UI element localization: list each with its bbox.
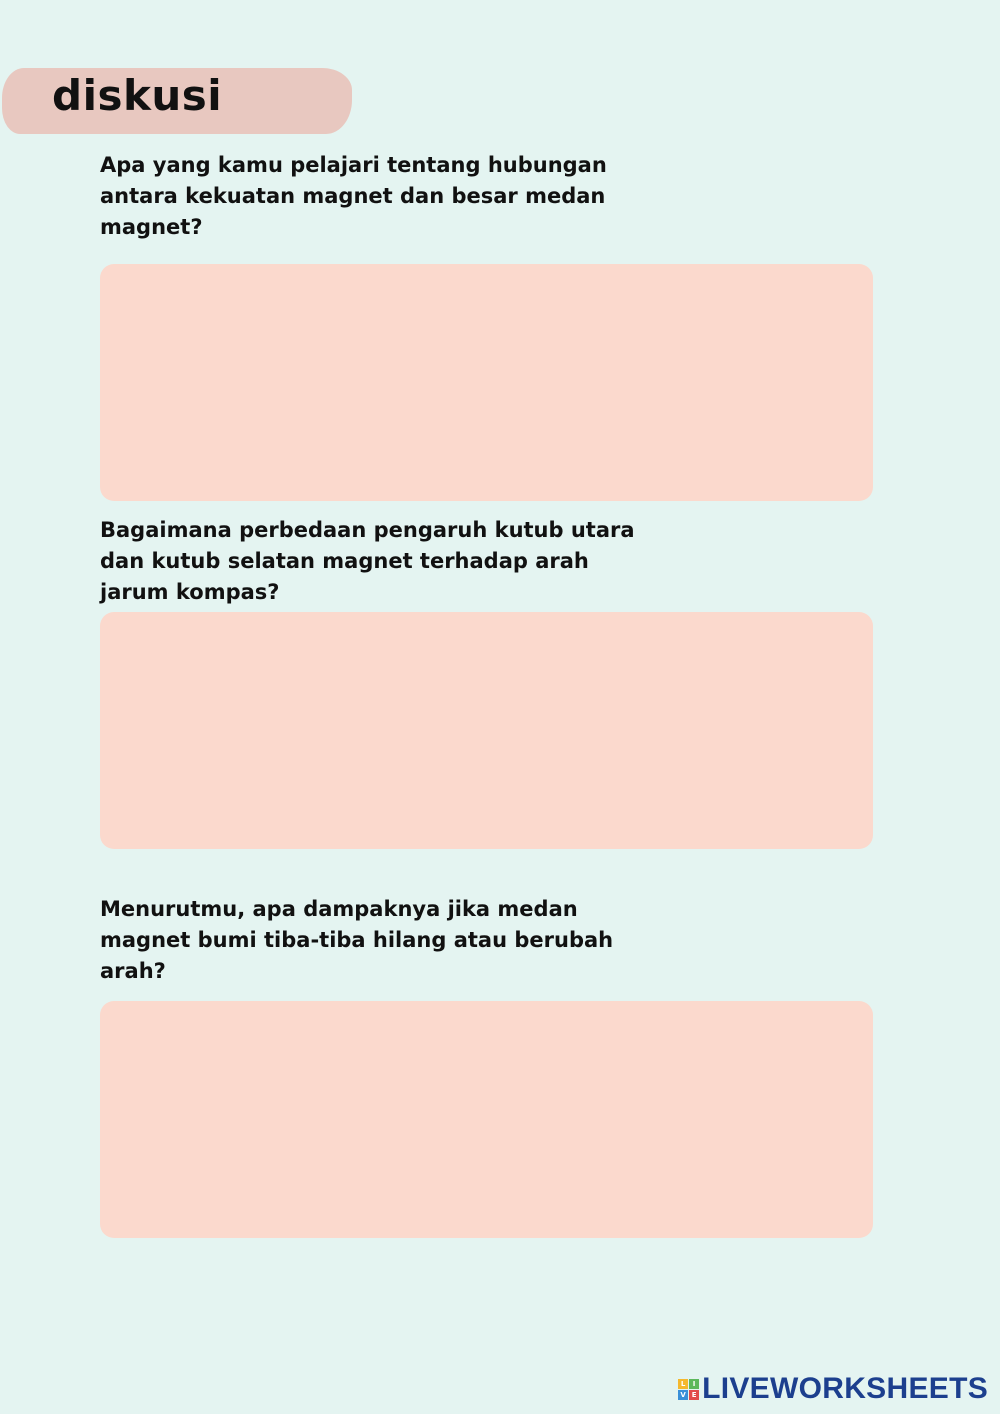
page-title: diskusi — [52, 71, 223, 120]
logo-letter-e: E — [689, 1390, 699, 1400]
brand-text: LIVEWORKSHEETS — [702, 1372, 988, 1405]
question-3-text: Menurutmu, apa dampaknya jika medan magnet bumi tiba-tiba hilang atau berubah arah? — [100, 897, 614, 983]
logo-letter-i: I — [689, 1379, 699, 1389]
answer-box-2[interactable] — [100, 612, 873, 849]
question-2-text: Bagaimana perbedaan pengaruh kutub utara dan kutub selatan magnet terhadap arah jarum kompas? — [100, 518, 635, 604]
liveworksheets-logo-icon — [678, 1379, 699, 1400]
logo-letter-v: V — [678, 1390, 688, 1400]
answer-box-1[interactable] — [100, 264, 873, 501]
question-1-text: Apa yang kamu pelajari tentang hubungan antara kekuatan magnet dan besar medan magnet? — [100, 153, 607, 239]
answer-box-3[interactable] — [100, 1001, 873, 1238]
liveworksheets-brand — [678, 1372, 988, 1406]
logo-letter-l: L — [678, 1379, 688, 1389]
